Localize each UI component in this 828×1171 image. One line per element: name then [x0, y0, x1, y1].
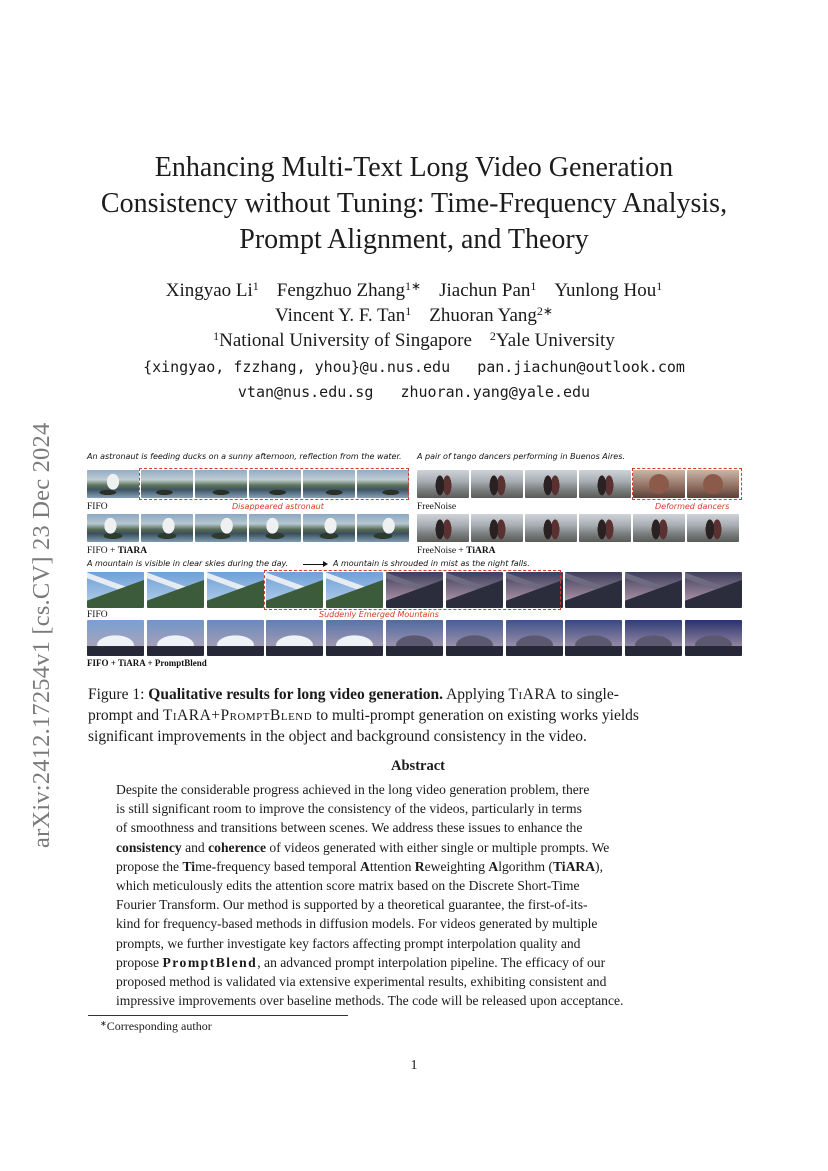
video-frame — [87, 514, 139, 542]
video-frame — [207, 572, 264, 608]
abstract-text: ttention — [369, 858, 415, 874]
abstract-text: me-frequency based temporal — [195, 858, 360, 874]
note-deformed-dancers: Deformed dancers — [655, 502, 730, 511]
affiliation-mark: 1 — [213, 329, 220, 343]
caption-text: Applying — [443, 686, 509, 703]
footnote — [100, 1019, 212, 1034]
abstract-text: of videos generated with either single or multiple prompts. We — [266, 839, 610, 855]
caption-line: significant improvements in the object and background consistency in the video. — [88, 728, 587, 745]
video-frame — [579, 514, 631, 542]
abstract-line: proposed method is validated via extensive experimental results, exhibiting consistent and — [116, 974, 607, 990]
video-frame — [625, 620, 682, 656]
video-frame — [685, 572, 742, 608]
author-affiliation-mark: 1 — [530, 279, 537, 293]
figure-1 — [87, 452, 742, 672]
video-frame — [471, 514, 523, 542]
author-name: Jiachun Pan — [439, 280, 531, 301]
author-affiliation-mark: 1∗ — [405, 279, 422, 293]
video-frame — [87, 470, 139, 498]
video-frame — [471, 470, 523, 498]
abstract-text: ), — [595, 858, 603, 874]
row-label-method: TiARA — [117, 546, 148, 556]
affiliation-line — [60, 328, 768, 353]
page-number: 1 — [410, 1058, 418, 1073]
abstract-bold: consistency — [116, 839, 182, 855]
affiliation-mark: 2 — [489, 329, 496, 343]
title-line: Prompt Alignment, and Theory — [239, 224, 589, 255]
arxiv-identifier-text: arXiv:2412.17254v1 [cs.CV] 23 Dec 2024 — [28, 422, 55, 848]
row-label-freenoise: FreeNoise — [417, 502, 457, 512]
video-frame — [357, 514, 409, 542]
arxiv-identifier — [22, 360, 62, 848]
affiliation-name: National University of Singapore — [219, 330, 472, 351]
abstract-line: which meticulously edits the attention score matrix based on the Discrete Short-Time — [116, 878, 580, 894]
video-frame — [633, 514, 685, 542]
abstract-bold: coherence — [208, 839, 267, 855]
video-frame — [195, 514, 247, 542]
video-frame — [87, 572, 144, 608]
caption-text: prompt and — [88, 707, 163, 724]
video-frame — [147, 572, 204, 608]
abstract-line — [116, 838, 716, 857]
row-label-method: TiARA — [466, 546, 496, 556]
abstract-body — [116, 780, 716, 1010]
abstract-line: is still significant room to improve the consistency of the videos, particularly in terms — [116, 801, 582, 817]
abstract-bold: A — [488, 858, 499, 874]
figure-prompt-tango: A pair of tango dancers performing in Buenos Aires. — [417, 452, 625, 461]
caption-text: to multi-prompt generation on existing works yields — [312, 707, 639, 724]
abstract-line: prompts, we further investigate key factors affecting prompt interpolation quality and — [116, 935, 581, 951]
caption-prefix: Figure 1: — [88, 686, 149, 703]
abstract-bold: A — [360, 858, 370, 874]
row-label-fifo-multi: FIFO — [87, 610, 108, 620]
video-frame — [266, 620, 323, 656]
video-frame — [525, 470, 577, 498]
footnote-mark: ∗ — [100, 1019, 107, 1028]
figure-prompt-mountain-day: A mountain is visible in clear skies during the day. — [87, 559, 289, 568]
figure-caption — [88, 684, 748, 747]
author-name: Vincent Y. F. Tan — [275, 305, 406, 326]
abstract-bold: Ti — [182, 858, 196, 874]
author-affiliation-mark: 2∗ — [536, 304, 553, 318]
row-label-fifo: FIFO — [87, 502, 108, 512]
author-name: Zhuoran Yang — [429, 305, 537, 326]
abstract-line — [116, 857, 716, 876]
row-label-freenoise-tiara — [417, 546, 496, 556]
video-frame — [417, 470, 469, 498]
row-label-text: FreeNoise + — [417, 546, 467, 556]
abstract-line — [116, 953, 716, 972]
video-frame — [565, 572, 622, 608]
abstract-bold: R — [414, 858, 425, 874]
note-disappeared-astronaut: Disappeared astronaut — [232, 502, 324, 511]
highlight-box-astronaut — [139, 468, 409, 500]
caption-line — [88, 684, 748, 705]
abstract-line: Fourier Transform. Our method is supported by a theoretical guarantee, the first-of-its- — [116, 897, 588, 913]
prompt-transition-arrow — [303, 564, 325, 565]
email-line: {xingyao, fzzhang, yhou}@u.nus.edu pan.jiachun@outlook.com — [143, 358, 685, 376]
footnote-text: Corresponding author — [106, 1019, 212, 1033]
abstract-text: , an advanced prompt interpolation pipeline. The efficacy of our — [257, 954, 606, 970]
caption-method: TiARA — [508, 686, 557, 703]
paper-title — [60, 150, 768, 258]
row-label-fifo-tiara-promptblend: FIFO + TiARA + PromptBlend — [87, 658, 207, 668]
figure-prompt-astronaut: An astronaut is feeding ducks on a sunny afternoon, reflection from the water. — [87, 452, 402, 461]
video-frame — [525, 514, 577, 542]
video-frame — [147, 620, 204, 656]
row-label-fifo-tiara — [87, 546, 147, 556]
abstract-text: eweighting — [424, 858, 489, 874]
row-label-text: FIFO + — [87, 546, 118, 556]
caption-line — [88, 705, 748, 726]
author-line-1 — [60, 278, 768, 303]
author-affiliation-mark: 1 — [252, 279, 259, 293]
video-frame — [303, 514, 355, 542]
arrow-head-icon — [323, 561, 328, 567]
video-frame — [207, 620, 264, 656]
footnote-rule — [88, 1015, 348, 1016]
abstract-line: kind for frequency-based methods in diffusion models. For videos generated by multiple — [116, 916, 598, 932]
author-block — [60, 278, 768, 353]
title-line: Enhancing Multi-Text Long Video Generation — [154, 152, 674, 183]
abstract-line: of smoothness and transitions between scenes. We address these issues to enhance the — [116, 820, 583, 836]
author-line-2 — [60, 303, 768, 328]
video-frame — [87, 620, 144, 656]
video-frame — [446, 620, 503, 656]
video-frame — [326, 620, 383, 656]
note-emerged-mountains: Suddenly Emerged Mountains — [319, 610, 439, 619]
author-affiliation-mark: 1 — [405, 304, 412, 318]
video-frame — [141, 514, 193, 542]
video-frame — [506, 620, 563, 656]
email-line: vtan@nus.edu.sg zhuoran.yang@yale.edu — [237, 383, 591, 401]
highlight-box-dancers — [632, 468, 742, 500]
author-name: Xingyao Li — [165, 280, 253, 301]
email-block — [60, 355, 768, 405]
video-frame — [386, 620, 443, 656]
affiliation-name: Yale University — [495, 330, 615, 351]
video-frame — [565, 620, 622, 656]
abstract-bold: PromptBlend — [162, 954, 258, 970]
abstract-text: and — [181, 839, 209, 855]
author-affiliation-mark: 1 — [656, 279, 663, 293]
video-frame — [685, 620, 742, 656]
caption-method: TiARA+PromptBlend — [162, 707, 313, 724]
caption-bold: Qualitative results for long video generation. — [148, 686, 444, 703]
figure-prompt-mountain-night: A mountain is shrouded in mist as the night falls. — [333, 559, 530, 568]
abstract-text: lgorithm ( — [498, 858, 553, 874]
author-name: Yunlong Hou — [554, 280, 657, 301]
abstract-text: propose — [116, 954, 163, 970]
abstract-text: propose the — [116, 858, 183, 874]
caption-text: to single- — [556, 686, 619, 703]
video-frame — [687, 514, 739, 542]
video-frame — [625, 572, 682, 608]
title-line: Consistency without Tuning: Time-Frequency Analysis, — [100, 188, 728, 219]
video-frame — [579, 470, 631, 498]
author-name: Fengzhuo Zhang — [276, 280, 406, 301]
highlight-box-mountains — [264, 570, 561, 610]
abstract-bold: TiARA — [552, 858, 596, 874]
abstract-heading: Abstract — [391, 758, 445, 774]
abstract-line: impressive improvements over baseline methods. The code will be released upon acceptance. — [116, 993, 624, 1009]
abstract-line: Despite the considerable progress achieved in the long video generation problem, there — [116, 782, 590, 797]
video-frame — [249, 514, 301, 542]
video-frame — [417, 514, 469, 542]
